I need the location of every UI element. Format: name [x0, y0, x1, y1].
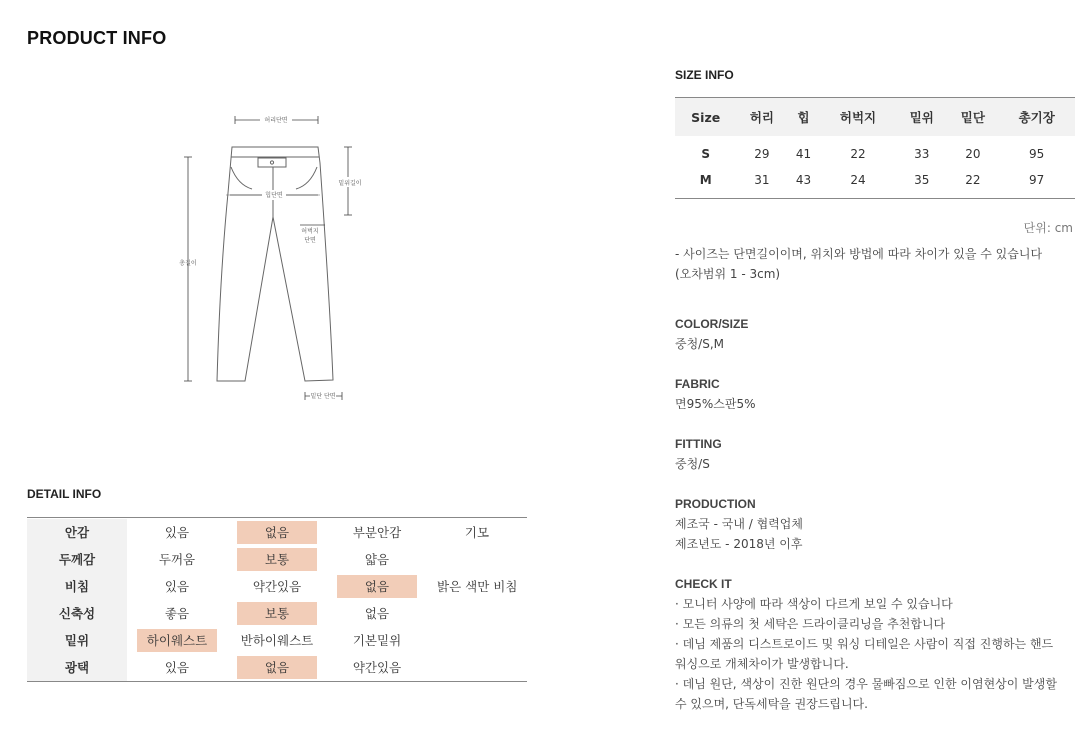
size-header-row — [675, 98, 1075, 137]
check-it-line: · 모든 의류의 첫 세탁은 드라이클리닝을 추천합니다 — [675, 617, 946, 631]
pants-measurement-diagram — [160, 105, 390, 405]
detail-option: 밝은 색만 비침 — [437, 579, 518, 594]
detail-option — [437, 602, 517, 625]
size-cell: 95 — [1029, 147, 1045, 161]
check-it-line: 수 있으며, 단독세탁을 권장드립니다. — [675, 697, 868, 711]
color-size-value: 중청/S,M — [675, 337, 725, 351]
size-header-cell: 허벅지 — [820, 98, 897, 137]
check-it-line: 워싱으로 개체차이가 발생합니다. — [675, 657, 849, 671]
production-block — [675, 494, 1085, 554]
size-cell: 43 — [787, 166, 819, 199]
detail-option: 두꺼움 — [158, 552, 196, 567]
fitting-block — [675, 434, 1085, 474]
size-cell: 29 — [754, 147, 770, 161]
fitting-value: 중청/S — [675, 457, 710, 471]
detail-option — [437, 548, 517, 571]
detail-row — [27, 600, 527, 627]
detail-option: 기본밑위 — [352, 633, 402, 648]
detail-row-label: 밑위 — [27, 627, 127, 654]
check-it-heading: CHECK IT — [675, 577, 732, 591]
size-header-cell: 허리 — [736, 98, 787, 137]
size-header-cell: 밑단 — [947, 98, 998, 137]
size-cell: S — [701, 147, 711, 161]
production-heading: PRODUCTION — [675, 497, 756, 511]
detail-option — [437, 656, 517, 679]
thigh-label-line2: 단면 — [304, 237, 316, 244]
size-cell: 22 — [947, 166, 998, 199]
size-cell: 97 — [998, 166, 1075, 199]
detail-row-label: 안감 — [27, 519, 127, 546]
size-cell: 22 — [850, 147, 866, 161]
size-cell: M — [675, 166, 736, 199]
detail-option-selected: 없음 — [237, 521, 317, 544]
fabric-block — [675, 374, 1085, 414]
size-cell: 24 — [820, 166, 897, 199]
color-size-block — [675, 314, 1085, 354]
detail-info-table — [27, 517, 527, 682]
size-note — [675, 244, 1085, 284]
size-cell: 35 — [896, 166, 947, 199]
detail-option: 있음 — [164, 579, 190, 594]
detail-option — [437, 629, 517, 652]
size-cell: 41 — [795, 147, 812, 161]
size-cell: 33 — [914, 147, 930, 161]
size-cell: 31 — [736, 166, 787, 199]
size-header-cell: Size — [675, 98, 736, 137]
check-it-line: · 데님 원단, 색상이 진한 원단의 경우 물빠짐으로 인한 이염현상이 발생할 — [675, 677, 1057, 691]
detail-row-label: 광택 — [27, 654, 127, 681]
hip-label: 힙단면 — [265, 192, 283, 199]
waist-label: 허리단면 — [264, 117, 288, 124]
detail-option: 있음 — [164, 660, 190, 675]
hem-label: 밑단 단면 — [310, 393, 336, 400]
fitting-heading: FITTING — [675, 437, 722, 451]
size-note-line2: (오차범위 1 - 3cm) — [675, 267, 781, 281]
size-cell: 20 — [965, 147, 981, 161]
size-header-cell: 밑위 — [896, 98, 947, 137]
production-line: 제조년도 - 2018년 이후 — [675, 537, 803, 551]
detail-option-selected: 없음 — [237, 656, 317, 679]
detail-option: 부분안감 — [352, 525, 402, 540]
detail-option: 기모 — [464, 525, 490, 540]
detail-row — [27, 627, 527, 654]
detail-option-selected: 없음 — [337, 575, 417, 598]
fabric-value: 면95%스판5% — [675, 397, 756, 411]
size-header-cell: 힙 — [787, 98, 819, 137]
size-header-cell: 총기장 — [998, 98, 1075, 137]
size-info-table — [675, 97, 1075, 199]
fabric-heading: FABRIC — [675, 377, 720, 391]
detail-option: 없음 — [364, 606, 390, 621]
detail-option: 약간있음 — [252, 579, 302, 594]
page-title: PRODUCT INFO — [27, 28, 167, 48]
detail-option: 좋음 — [164, 606, 190, 621]
rise-label: 밑위길이 — [338, 180, 362, 187]
detail-row-label: 신축성 — [27, 600, 127, 627]
pants-outline — [217, 147, 333, 381]
detail-option: 반하이웨스트 — [240, 633, 314, 648]
check-it-block — [675, 574, 1085, 714]
unit-label: 단위: cm — [1023, 221, 1073, 235]
detail-info-heading: DETAIL INFO — [27, 487, 102, 501]
check-it-line: · 데님 제품의 디스트로이드 및 워싱 디테일은 사람이 직접 진행하는 핸드 — [675, 637, 1054, 651]
detail-row — [27, 519, 527, 546]
size-info-heading: SIZE INFO — [675, 68, 734, 82]
total-length-label: 총길이 — [179, 260, 197, 267]
detail-option-selected: 하이웨스트 — [137, 629, 217, 652]
detail-option-selected: 보통 — [237, 548, 317, 571]
detail-row-label: 두께감 — [27, 546, 127, 573]
detail-row-label: 비침 — [27, 573, 127, 600]
size-row-s — [675, 136, 1075, 166]
detail-row — [27, 546, 527, 573]
production-line: 제조국 - 국내 / 협력업체 — [675, 517, 803, 531]
detail-option: 얇음 — [364, 552, 390, 567]
detail-option-selected: 보통 — [237, 602, 317, 625]
detail-row — [27, 573, 527, 600]
detail-option: 있음 — [164, 525, 190, 540]
detail-option: 약간있음 — [352, 660, 402, 675]
thigh-label-line1: 허벅지 — [301, 228, 319, 235]
size-row-m — [675, 166, 1075, 199]
check-it-line: · 모니터 사양에 따라 색상이 다르게 보일 수 있습니다 — [675, 597, 953, 611]
color-size-heading: COLOR/SIZE — [675, 317, 749, 331]
detail-row — [27, 654, 527, 681]
size-note-line1: - 사이즈는 단면길이이며, 위치와 방법에 따라 차이가 있을 수 있습니다 — [675, 247, 1043, 261]
